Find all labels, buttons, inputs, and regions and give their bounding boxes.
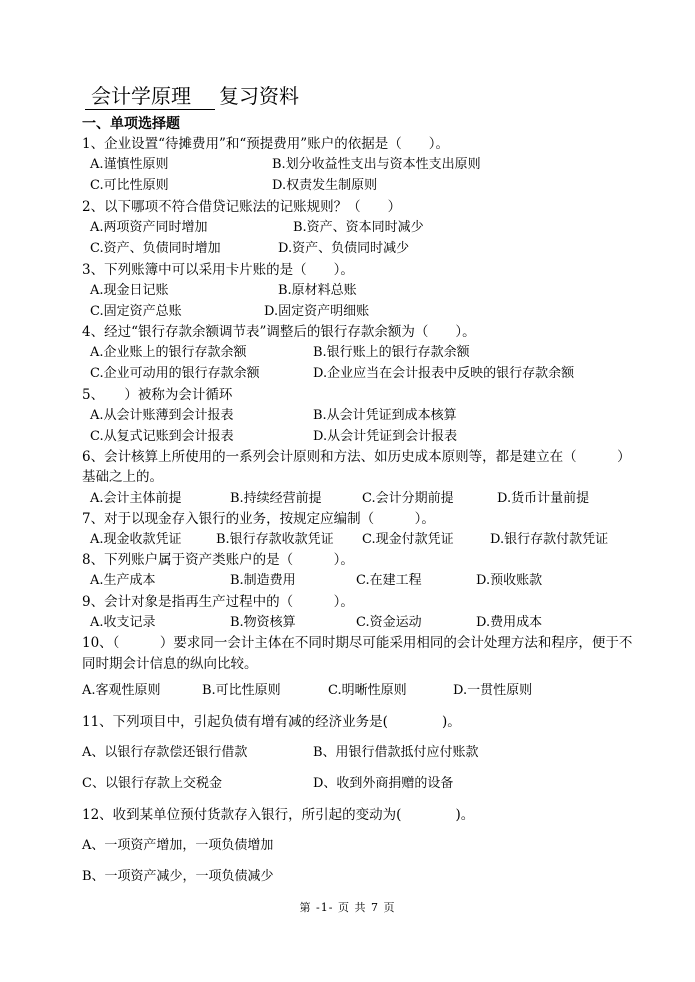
q7-option-c: C.现金付款凭证 <box>362 532 454 547</box>
q3-option-c: C.固定资产总账 <box>90 304 182 319</box>
q9-option-b: B.物资核算 <box>230 615 296 630</box>
q10-option-c: C.明晰性原则 <box>328 683 407 698</box>
q7-option-d: D.银行存款付款凭证 <box>490 532 609 547</box>
q6-option-a: A.会计主体前提 <box>90 491 182 506</box>
q2-option-a: A.两项资产同时增加 <box>90 220 208 235</box>
q5-option-a: A.从会计账薄到会计报表 <box>90 408 234 423</box>
q9-option-c: C.资金运动 <box>356 615 422 630</box>
q8-option-d: D.预收账款 <box>476 573 543 588</box>
page-footer: 第 -1- 页 共 7 页 <box>299 901 396 914</box>
q5-option-c: C.从复式记账到会计报表 <box>90 429 234 444</box>
title-suffix: 复习资料 <box>219 84 299 108</box>
question-7: 7、对于以现金存入银行的业务，按规定应编制（ ）。 <box>82 511 435 527</box>
q10-option-d: D.一贯性原则 <box>453 683 533 698</box>
question-10: 10、（ ）要求同一会计主体在不同时期尽可能采用相同的会计处理方法和程序，便于不 <box>82 635 633 651</box>
q4-option-a: A.企业账上的银行存款余额 <box>90 345 247 360</box>
q11-option-b: B、用银行借款抵付应付账款 <box>313 745 479 760</box>
q9-option-d: D.费用成本 <box>476 615 543 630</box>
q10-option-b: B.可比性原则 <box>202 683 281 698</box>
question-12: 12、收到某单位预付货款存入银行，所引起的变动为( )。 <box>82 807 475 823</box>
question-6-continued: 基础之上的。 <box>82 469 163 485</box>
question-8: 8、下列账户属于资产类账户的是（ ）。 <box>82 552 354 568</box>
question-4: 4、经过“银行存款余额调节表”调整后的银行存款余额为（ ）。 <box>82 324 476 340</box>
q11-option-c: C、以银行存款上交税金 <box>82 776 222 791</box>
q2-option-c: C.资产、负债同时增加 <box>90 241 221 256</box>
q3-option-b: B.原材料总账 <box>278 283 357 298</box>
question-6: 6、会计核算上所使用的一系列会计原则和方法、如历史成本原则等，都是建立在（ ） <box>82 449 631 465</box>
question-9: 9、会计对象是指再生产过程中的（ ）。 <box>82 594 354 610</box>
section-heading: 一、单项选择题 <box>82 116 180 132</box>
question-10-continued: 同时期会计信息的纵向比较。 <box>82 656 258 672</box>
question-5: 5、 ）被称为会计循环 <box>82 387 233 403</box>
question-11: 11、下列项目中，引起负债有增有减的经济业务是( )。 <box>82 714 461 730</box>
q7-option-a: A.现金收款凭证 <box>90 532 182 547</box>
q1-option-d: D.权责发生制原则 <box>272 178 378 193</box>
q8-option-c: C.在建工程 <box>356 573 422 588</box>
question-3: 3、下列账簿中可以采用卡片账的是（ ）。 <box>82 262 354 278</box>
q7-option-b: B.银行存款收款凭证 <box>216 532 334 547</box>
q6-option-b: B.持续经营前提 <box>230 491 322 506</box>
q11-option-a: A、以银行存款偿还银行借款 <box>82 745 248 760</box>
page-title <box>85 80 299 110</box>
q4-option-c: C.企业可动用的银行存款余额 <box>90 366 260 381</box>
q2-option-d: D.资产、负债同时减少 <box>278 241 410 256</box>
q2-option-b: B.资产、资本同时减少 <box>293 220 424 235</box>
question-1: 1、企业设置“待摊费用”和“预提费用”账户的依据是（ ）。 <box>82 136 449 152</box>
q8-option-a: A.生产成本 <box>90 573 156 588</box>
q6-option-c: C.会计分期前提 <box>362 491 454 506</box>
q9-option-a: A.收支记录 <box>90 615 156 630</box>
q1-option-c: C.可比性原则 <box>90 178 169 193</box>
q5-option-d: D.从会计凭证到会计报表 <box>313 429 458 444</box>
q10-option-a: A.客观性原则 <box>82 683 161 698</box>
question-2: 2、以下哪项不符合借贷记账法的记账规则？（ ） <box>82 199 402 215</box>
q3-option-a: A.现金日记账 <box>90 283 169 298</box>
q3-option-d: D.固定资产明细账 <box>264 304 370 319</box>
q11-option-d: D、收到外商捐赠的设备 <box>313 776 454 791</box>
q1-option-b: B.划分收益性支出与资本性支出原则 <box>272 157 481 172</box>
q5-option-b: B.从会计凭证到成本核算 <box>313 408 457 423</box>
q8-option-b: B.制造费用 <box>230 573 296 588</box>
q12-option-a: A、一项资产增加，一项负债增加 <box>82 838 274 853</box>
q1-option-a: A.谨慎性原则 <box>90 157 169 172</box>
q6-option-d: D.货币计量前提 <box>497 491 590 506</box>
q4-option-d: D.企业应当在会计报表中反映的银行存款余额 <box>313 366 575 381</box>
title-course: 会计学原理 <box>85 80 215 110</box>
q4-option-b: B.银行账上的银行存款余额 <box>313 345 470 360</box>
q12-option-b: B、一项资产减少，一项负债减少 <box>82 869 274 884</box>
